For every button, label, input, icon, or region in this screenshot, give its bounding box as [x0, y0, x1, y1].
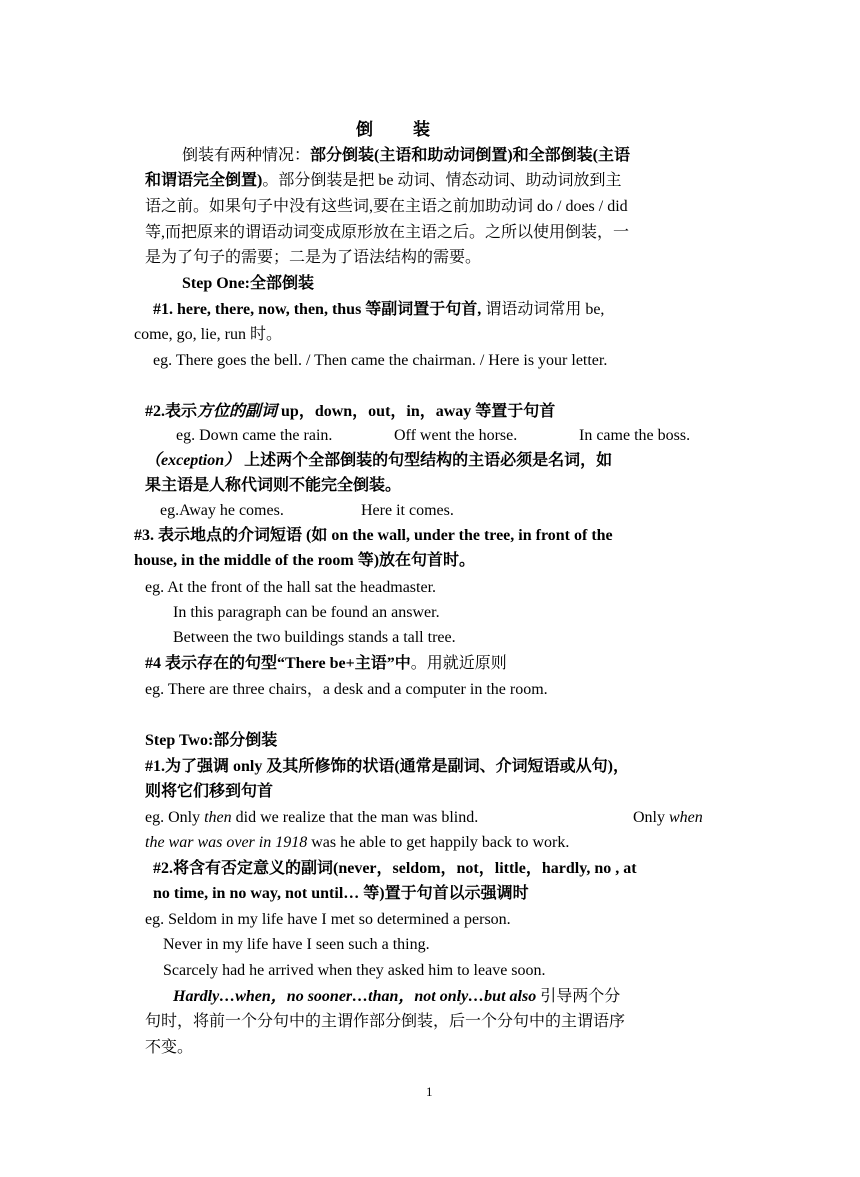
s2-rule-1-example-1: eg. Only then did we realize that the man was blind. [145, 809, 479, 826]
page-title [356, 117, 430, 143]
rule-4-heading: #4 表示存在的句型“There be+主语”中。用就近原则 [145, 655, 507, 672]
title-char-1: 倒 [356, 120, 373, 139]
intro-line-4: 等,而把原来的谓语动词变成原形放在主语之后。之所以使用倒装，一 [145, 224, 630, 241]
hardly-when-line-2: 句时，将前一个分句中的主谓作部分倒装，后一个分句中的主谓语序 [145, 1013, 626, 1030]
step-two-heading: Step Two:部分倒装 [145, 732, 278, 749]
hardly-when-line-3: 不变。 [145, 1039, 194, 1056]
exception-line-1: （exception） 上述两个全部倒装的句型结构的主语必须是名词，如 [145, 452, 613, 469]
s2-rule-2-example-2: Never in my life have I seen such a thing. [163, 936, 430, 953]
intro-line-1: 倒装有两种情况：部分倒装(主语和助动词倒置)和全部倒装(主语 [182, 147, 631, 164]
rule-2-heading: #2.表示方位的副词 up，down，out，in，away 等置于句首 [145, 403, 556, 420]
intro-line-5: 是为了句子的需要；二是为了语法结构的需要。 [145, 249, 482, 266]
rule-1-line-1: #1. here, there, now, then, thus 等副词置于句首, 谓语动词常用 be, [153, 301, 605, 318]
rule-3-example-2: In this paragraph can be found an answer. [173, 604, 440, 621]
rule-3-line-2: house, in the middle of the room 等)放在句首时。 [134, 552, 476, 569]
intro-line-2: 和谓语完全倒置)。部分倒装是把 be 动词、情态动词、助动词放到主 [145, 172, 622, 189]
rule-3-line-1: #3. 表示地点的介词短语 (如 on the wall, under the tree, in front of the [134, 527, 613, 544]
rule-4-example: eg. There are three chairs，a desk and a computer in the room. [145, 681, 548, 698]
exception-example-2: Here it comes. [361, 502, 454, 519]
s2-rule-2-example-1: eg. Seldom in my life have I met so determined a person. [145, 911, 511, 928]
rule-1-example: eg. There goes the bell. / Then came the chairman. / Here is your letter. [153, 352, 608, 369]
step-one-heading: Step One:全部倒装 [182, 275, 315, 292]
rule-1-line-2: come, go, lie, run 时。 [134, 326, 282, 343]
intro-line-3: 语之前。如果句子中没有这些词,要在主语之前加助动词 do / does / did [145, 198, 628, 215]
rule-3-example-3: Between the two buildings stands a tall tree. [173, 629, 456, 646]
s2-rule-1-line-1: #1.为了强调 only 及其所修饰的状语(通常是副词、介词短语或从句)， [145, 758, 630, 775]
rule-3-example-1: eg. At the front of the hall sat the headmaster. [145, 579, 437, 596]
rule-2-example-3: In came the boss. [579, 427, 691, 444]
exception-line-2: 果主语是人称代词则不能完全倒装。 [145, 477, 402, 494]
hardly-when-line-1: Hardly…when，no sooner…than，not only…but also 引导两个分 [173, 988, 621, 1005]
s2-rule-1-line-2: 则将它们移到句首 [145, 783, 274, 800]
s2-rule-2-line-2: no time, in no way, not until… 等)置于句首以示强调时 [153, 885, 529, 902]
title-char-2: 装 [413, 120, 430, 139]
s2-rule-2-example-3: Scarcely had he arrived when they asked him to leave soon. [163, 962, 546, 979]
s2-rule-1-example-2-end: the war was over in 1918 was he able to get happily back to work. [145, 834, 570, 851]
page-number: 1 [426, 1084, 433, 1099]
s2-rule-1-example-2-start: Only when [633, 809, 703, 826]
rule-2-example-1: eg. Down came the rain. [176, 427, 333, 444]
exception-example-1: eg.Away he comes. [160, 502, 284, 519]
s2-rule-2-line-1: #2.将含有否定意义的副词(never，seldom，not，little，hardly, no , at [153, 860, 637, 877]
rule-2-example-2: Off went the horse. [394, 427, 518, 444]
